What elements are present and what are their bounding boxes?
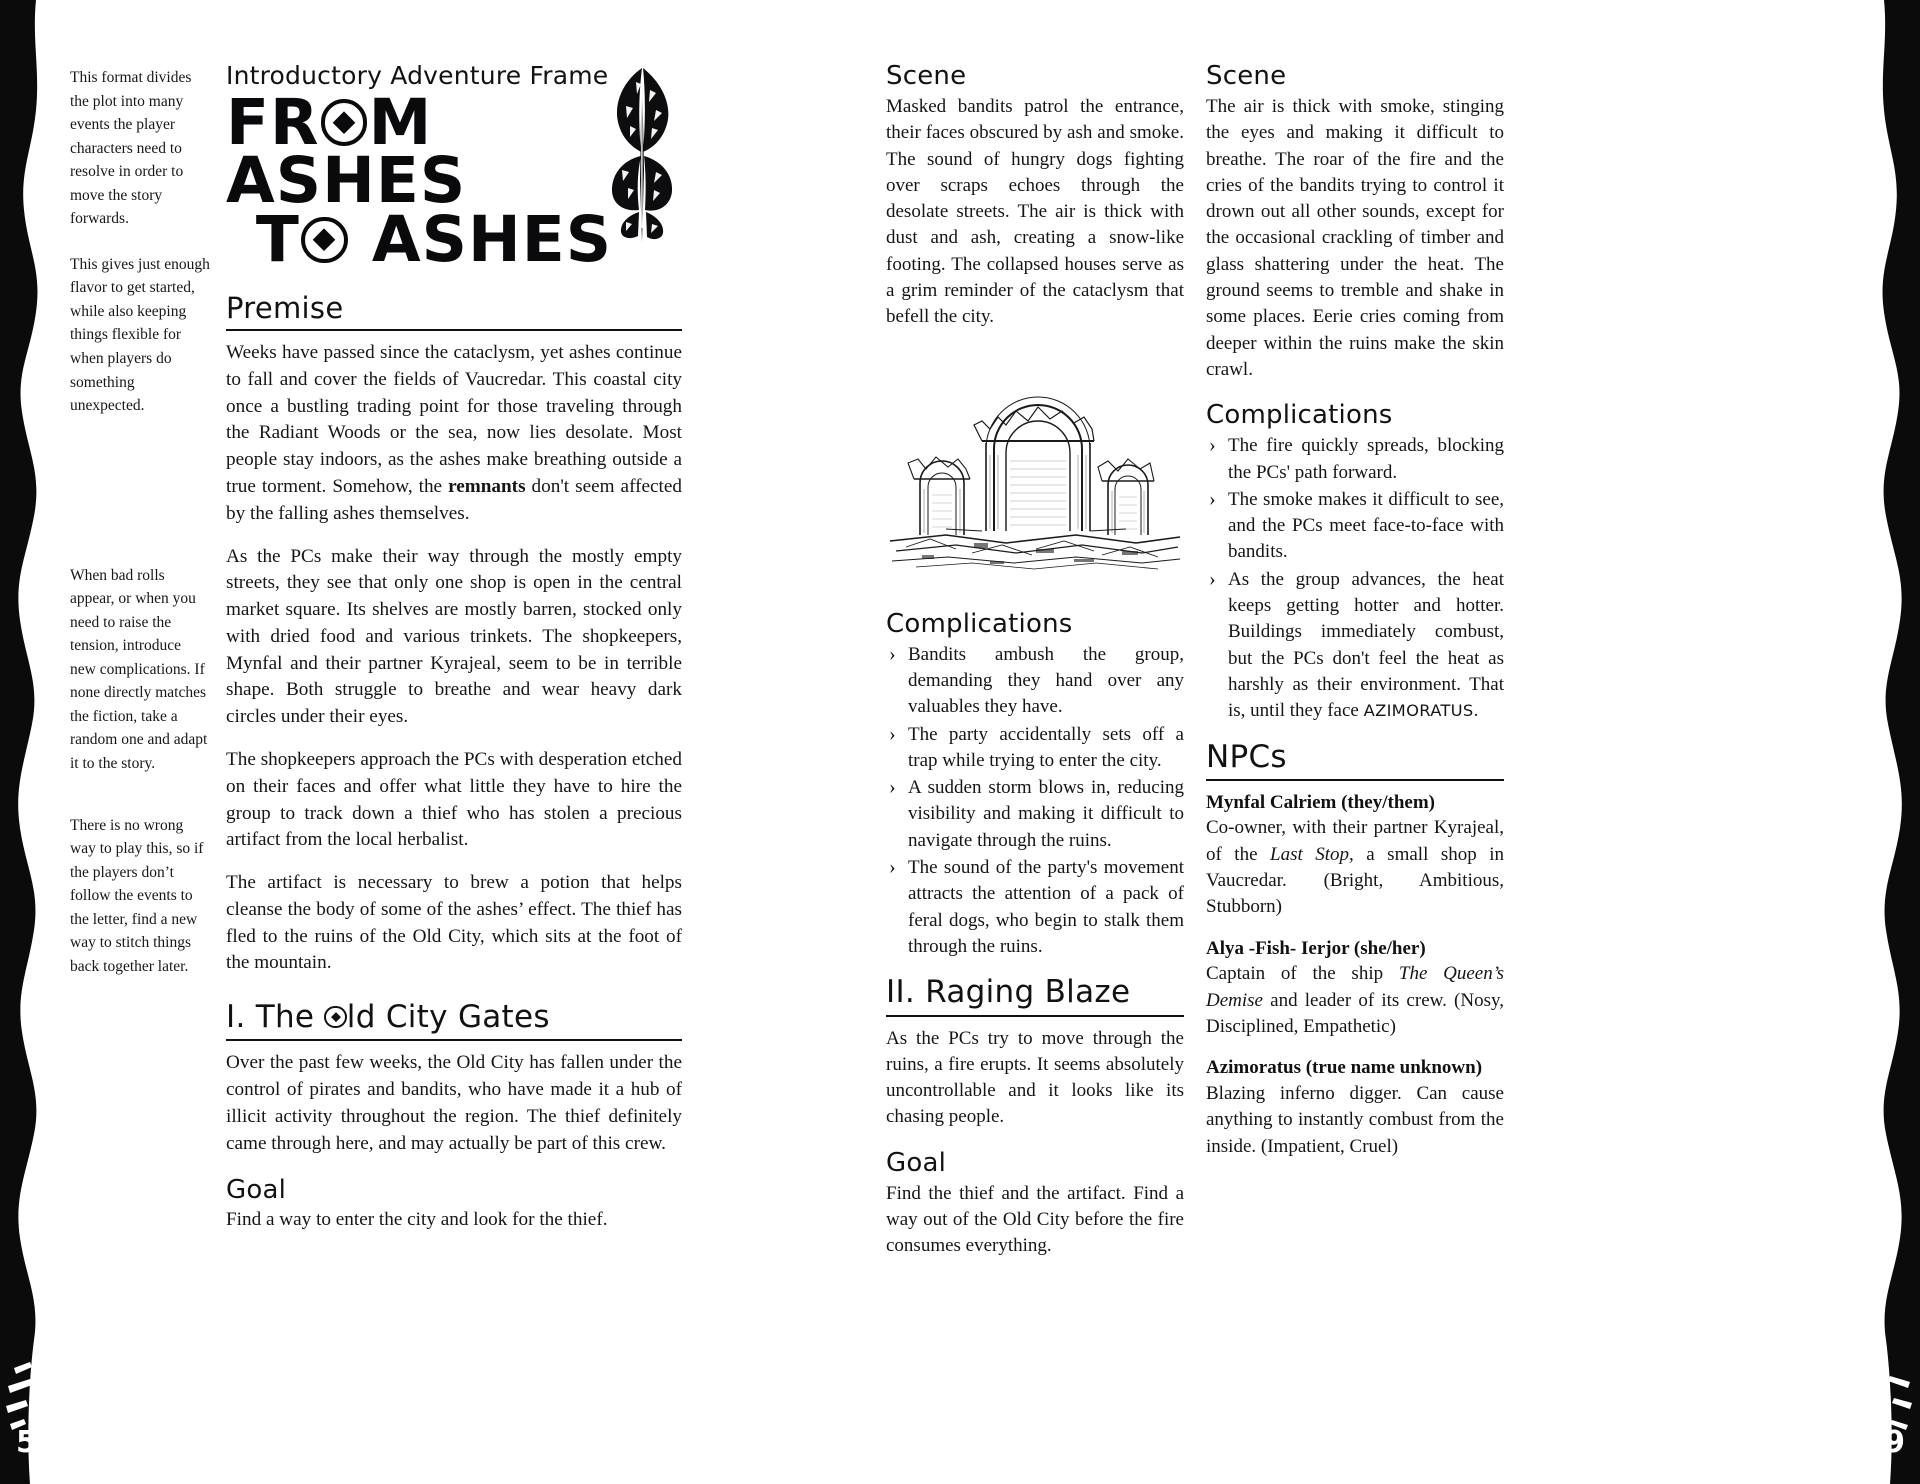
npc-desc-post: and leader of its crew. (Nosy, Disciplined, Empathetic) (1206, 989, 1504, 1037)
npc-description (1206, 961, 1504, 1040)
list-item: › Bandits ambush the group, demanding they hand over any valuables they have. (886, 642, 1184, 721)
ruins-archway-illustration (886, 363, 1184, 581)
margin-note: There is no wrong way to play this, so if the players don’t follow the events to the letter, find a new way to stitch things back together later. (70, 816, 204, 975)
dotted-circle-o-icon (301, 217, 348, 264)
npc-name: Azimoratus (true name unknown) (1206, 1057, 1483, 1079)
list-item: › The smoke makes it difficult to see, and the PCs meet face-to-face with bandits. (1206, 487, 1504, 566)
title-line2-part-a: T (255, 202, 300, 276)
margin-note: When bad rolls appear, or when you need to raise the tension, introduce new complications. If none directly matches the fiction, take a random one and adapt it to the story. (70, 566, 208, 773)
scene-body-right: The air is thick with smoke, stinging the eyes and making it difficult to breathe. The roar of the fire and the cries of the bandits trying to control it drown out all other sounds, except for the occasional crackling of timber and glass shattering under the heat. The ground seems to tremble and shake in some places. Eerie cries coming from deeper within the ruins make the skin crawl. (1206, 95, 1504, 381)
npc-name: Mynfal Calriem (they/them) (1206, 791, 1435, 813)
heading-scene-right: Scene (1206, 61, 1287, 91)
raging-blaze-body: As the PCs try to move through the ruins, a fire erupts. It seems absolutely uncontrollable and it looks like its chasing people. (886, 1027, 1184, 1128)
heading-old-city-gates (226, 999, 682, 1041)
npc-description: Blazing inferno digger. Can cause anything to instantly combust from the inside. (Impatient, Cruel) (1206, 1082, 1504, 1157)
margin-note: This gives just enough flavor to get started, while also keeping things flexible for when players do something unexpected. (70, 255, 210, 415)
right-page-edge-decoration (1862, 0, 1920, 1484)
right-column (1206, 62, 1504, 1175)
list-item-tail: . (1473, 700, 1479, 722)
scene-body-mid: Masked bandits patrol the entrance, their faces obscured by ash and smoke. The sound of hungry dogs fighting over scraps echoes through the desolate streets. The air is thick with dust and ash, creating a snow-like footing. The collapsed houses serve as a grim reminder of the cataclysm that befell the city. (886, 95, 1184, 328)
heading-complications-mid: Complications (886, 608, 1073, 639)
premise-paragraph: The artifact is necessary to brew a potion that helps cleanse the body of some of the ashes’ effect. The thief has fled to the ruins of the Old City, which sits at the foot of the mountain. (226, 872, 682, 974)
npc-description (1206, 815, 1504, 920)
bold-term: remnants (448, 475, 526, 497)
npc-desc-italic: Last Stop (1270, 843, 1350, 865)
npc-desc-pre: Co-owner, with their partner Kyrajeal, of the (1206, 817, 1504, 865)
complications-list-mid (886, 642, 1184, 961)
npc-name: Alya -Fish- Ierjor (she/her) (1206, 937, 1426, 959)
dotted-circle-o-icon (321, 99, 368, 146)
npc-desc-italic: The Queen’s Demise (1206, 963, 1504, 1011)
adventure-kicker: Introductory Adventure Frame (226, 61, 609, 90)
premise-paragraph (226, 340, 682, 527)
title-line1-part-b: M ASHES (226, 85, 467, 218)
left-page-main-column (226, 62, 682, 1234)
middle-column (886, 62, 1184, 1260)
page-number-left: 58 (16, 1425, 60, 1460)
heading-text-a: I. The (226, 999, 325, 1036)
paragraph-text: Weeks have passed since the cataclysm, yet ashes continue to fall and cover the fields of Vaucredar. This coastal city once a bustling trading point for those traveling through the Radiant Woods or the sea, now lies desolate. Most people stay indoors, as the ashes make breathing outside a true torment. Somehow, the (226, 342, 682, 497)
heading-npcs: NPCs (1206, 739, 1504, 781)
heading-complications-right: Complications (1206, 400, 1393, 431)
npc-desc-pre: Captain of the ship (1206, 963, 1399, 985)
left-page-edge-decoration (0, 0, 60, 1484)
page-title (226, 85, 682, 276)
torn-edge-right (1868, 0, 1914, 1484)
list-item-text: As the group advances, the heat keeps getting hotter and hotter. Buildings immediately combust, but the PCs don't feel the heat as harshly as their environment. That is, until they face (1228, 568, 1504, 722)
heading-goal-left: Goal (226, 1174, 287, 1205)
list-item: › The sound of the party's movement attracts the attention of a pack of feral dogs, who begin to stalk them through the ruins. (886, 855, 1184, 960)
list-item (1206, 567, 1504, 725)
premise-paragraph: The shopkeepers approach the PCs with desperation etched on their faces and offer what little they have to hire the group to track down a thief who has stolen a precious artifact from the local herbalist. (226, 748, 682, 851)
page-number-right: 59 (1862, 1425, 1906, 1460)
premise-paragraph: As the PCs make their way through the mostly empty streets, they see that only one shop is open in the central market square. Its shelves are mostly barren, stocked only with dried food and various trinkets. The shopkeepers, Mynfal and their partner Kyrajeal, seem to be in terrible shape. Both struggle to breathe and wear heavy dark circles under their eyes. (226, 545, 682, 728)
heading-scene-mid: Scene (886, 61, 967, 91)
npc-entry (1206, 936, 1504, 1041)
heading-premise: Premise (226, 291, 682, 331)
goal-body-left: Find a way to enter the city and look for the thief. (226, 1209, 608, 1231)
left-margin-notes (70, 66, 210, 1000)
list-item: › The fire quickly spreads, blocking the PCs' path forward. (1206, 433, 1504, 486)
title-line2-part-b: ASHES (348, 202, 613, 276)
npc-entry (1206, 790, 1504, 921)
heading-text-b: ld City Gates (346, 999, 550, 1036)
list-item: › The party accidentally sets off a trap while trying to enter the city. (886, 722, 1184, 775)
title-line1-part-a: FR (226, 85, 320, 159)
goal-body-mid: Find the thief and the artifact. Find a way out of the Old City before the fire consumes everything. (886, 1182, 1184, 1257)
npc-desc-post: , a small shop in Vaucredar. (Bright, Ambitious, Stubborn) (1206, 843, 1504, 918)
dotted-circle-o-icon (324, 1006, 346, 1028)
heading-raging-blaze: II. Raging Blaze (886, 974, 1184, 1016)
paragraph-text-tail: don't seem affected by the falling ashes themselves. (226, 475, 682, 524)
list-item: › A sudden storm blows in, reducing visibility and making it difficult to navigate through the ruins. (886, 775, 1184, 854)
complications-list-right (1206, 433, 1504, 724)
npc-entry (1206, 1055, 1504, 1160)
old-city-gates-body: Over the past few weeks, the Old City has fallen under the control of pirates and bandits, who have made it a hub of illicit activity throughout the region. The thief definitely came through here, and may actually be part of this crew. (226, 1052, 682, 1154)
margin-note: This format divides the plot into many events the player characters need to resolve in order to move the story forwards. (70, 69, 192, 228)
torn-edge-left (6, 0, 52, 1484)
npc-name-smallcaps: AZIMORATUS (1363, 701, 1474, 721)
heading-goal-mid: Goal (886, 1147, 947, 1178)
